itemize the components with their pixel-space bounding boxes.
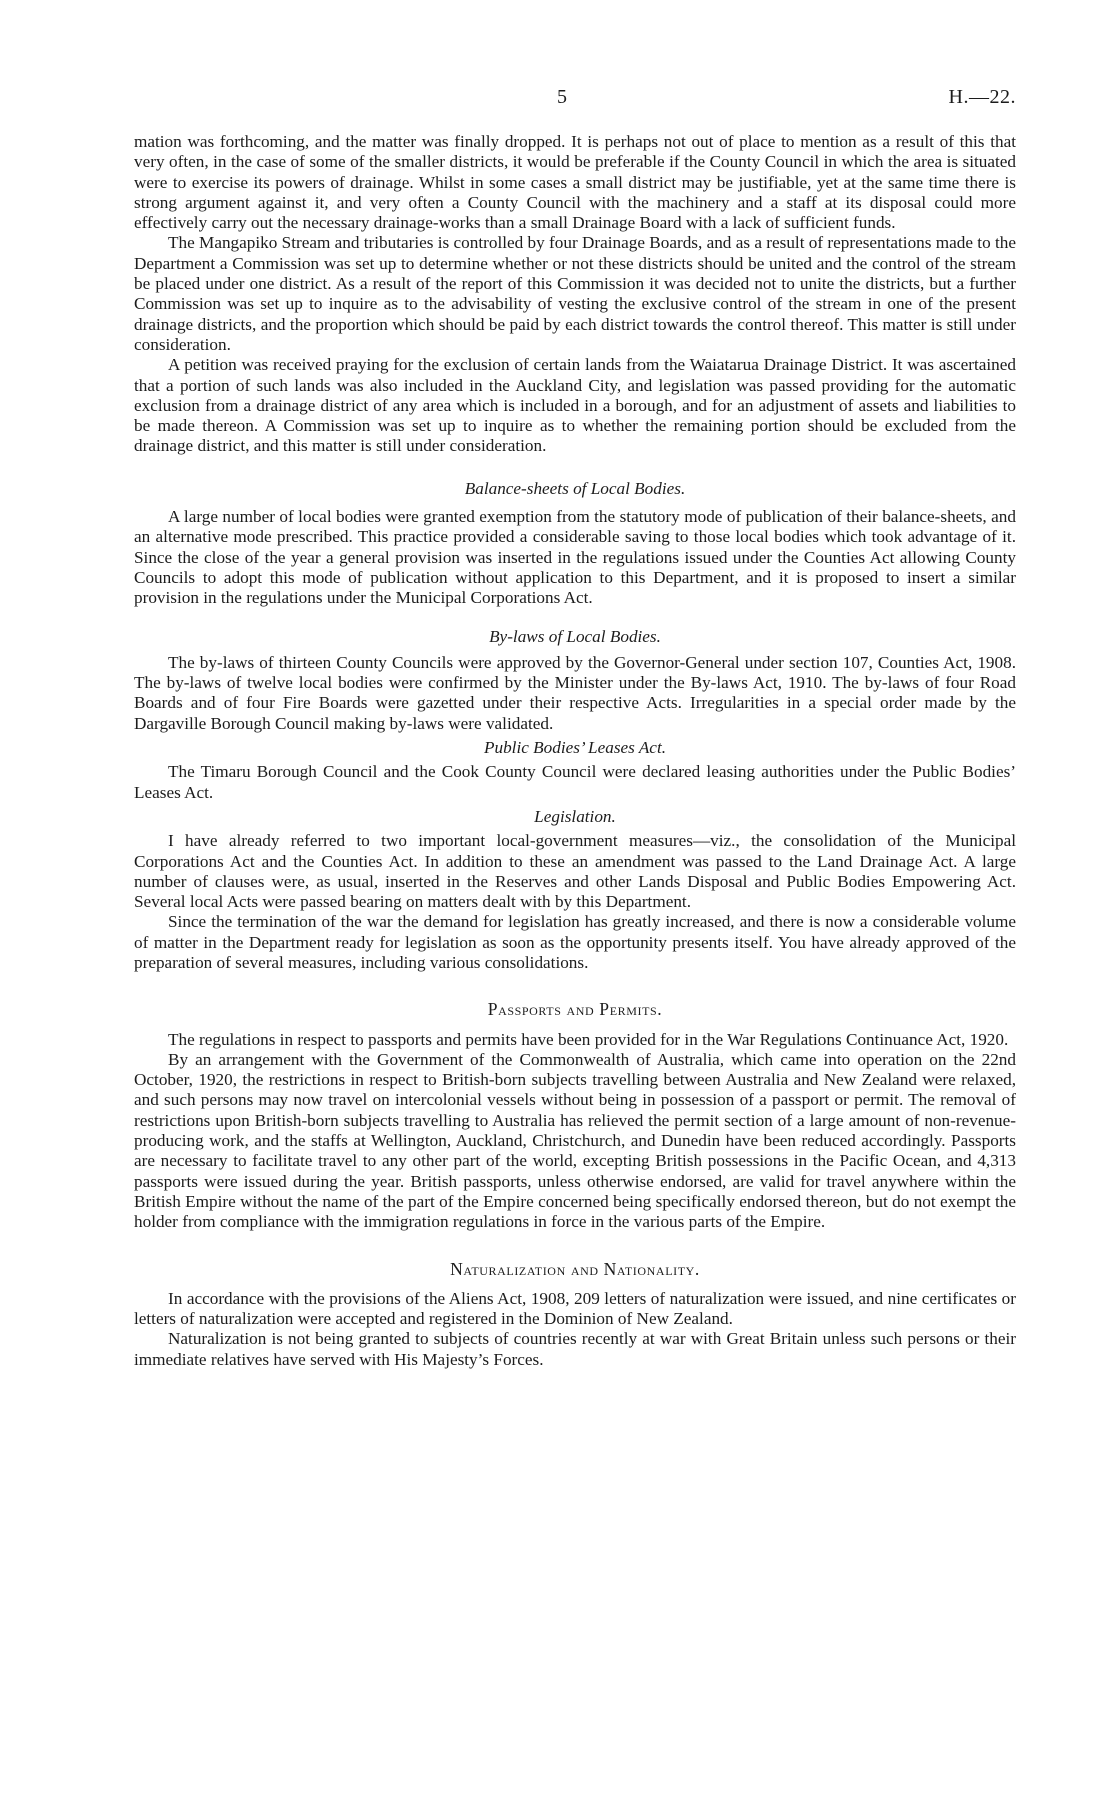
paragraph: I have already referred to two important local-government measures—viz., the consolidation of the Municipal Corporations Act and the Counties Act. In addition to these an amendment was passed to the Land Drainage Act. A large number of clauses were, as usual, inserted in the Reserves and other Lands Disposal and Public Bodies Empowering Act. Several local Acts were passed bearing on matters dealt with by this Department. [134,831,1016,912]
paragraph: A petition was received praying for the exclusion of certain lands from the Waiatarua Drainage District. It was ascertained that a portion of such lands was also included in the Auckland City, and legislation was passed providing for the automatic exclusion from a drainage district of any area which is included in a borough, and for an adjustment of assets and liabilities to be made thereon. A Commission was set up to inquire as to whether the remaining portion should be excluded from the drainage district, and this matter is still under consideration. [134,355,1016,456]
page-header [0,86,1114,116]
document-reference: H.—22. [948,86,1016,108]
section-leases [134,738,1016,803]
section-heading: By-laws of Local Bodies. [489,626,661,646]
paragraph: The by-laws of thirteen County Councils were approved by the Governor-General under section 107, Counties Act, 1908. The by-laws of twelve local bodies were confirmed by the Minister under the By-laws Act, 1910. The by-laws of four Road Boards and of four Fire Boards were gazetted under their respective Acts. Irregularities in a special order made by the Dargaville Borough Council making by-laws were validated. [134,652,1016,733]
section-naturalization [134,1259,1016,1370]
section-heading: Balance-sheets of Local Bodies. [464,478,686,498]
section-legislation [134,807,1016,973]
paragraph: Since the termination of the war the demand for legislation has greatly increased, and there is now a considerable volume of matter in the Department ready for legislation as soon as the opportunity presents itself. You have already approved of the preparation of several measures, including various consolidations. [134,912,1016,972]
paragraph: A large number of local bodies were granted exemption from the statutory mode of publication of their balance-sheets, and an alternative mode prescribed. This practice provided a considerable saving to those local bodies which took advantage of it. Since the close of the year a general provision was inserted in the regulations issued under the Counties Act allowing County Councils to adopt this mode of publication without application to this Department, and it is proposed to insert a similar provision in the regulations under the Municipal Corporations Act. [134,507,1016,608]
section-bylaws [134,627,1016,734]
page-number: 5 [557,86,567,108]
paragraph: The Mangapiko Stream and tributaries is controlled by four Drainage Boards, and as a result of representations made to the Department a Commission was set up to determine whether or not these districts should be united and the control of the stream be placed under one district. As a result of the report of this Commission it was decided not to unite the districts, but a further Commission was set up to inquire as to the advisability of vesting the exclusive control of the stream in one of the present drainage districts, and the proportion which should be paid by each district towards the control thereof. This matter is still under consideration. [134,233,1016,354]
section-heading: Naturalization and Nationality. [450,1258,700,1279]
paragraph: In accordance with the provisions of the Aliens Act, 1908, 209 letters of naturalization were issued, and nine certificates or letters of naturalization were accepted and registered in the Dominion of New Zealand. [134,1288,1016,1329]
section-heading: Public Bodies’ Leases Act. [483,738,667,758]
paragraph: mation was forthcoming, and the matter was finally dropped. It is perhaps not out of place to mention as a result of this that very often, in the case of some of the smaller districts, it would be preferable if the County Council in which the area is situated were to exercise its powers of drainage. Whilst in some cases a small district may be justifiable, yet at the same time there is strong argument against it, and very often a County Council with the machinery and a staff at its disposal could more effectively carry out the necessary drainage-works than a small Drainage Board with a lack of sufficient funds. [134,132,1016,233]
section-balance-sheets [134,479,1016,609]
section-heading: Legislation. [534,806,616,826]
section-drainage [134,132,1016,457]
paragraph: The Timaru Borough Council and the Cook County Council were declared leasing authorities under the Public Bodies’ Leases Act. [134,762,1016,802]
page-body [134,132,1016,1370]
section-passports [134,999,1016,1232]
section-heading: Passports and Permits. [487,999,663,1020]
paragraph: Naturalization is not being granted to subjects of countries recently at war with Great Britain unless such persons or their immediate relatives have served with His Majesty’s Forces. [134,1329,1016,1369]
paragraph: By an arrangement with the Government of the Commonwealth of Australia, which came into operation on the 22nd October, 1920, the restrictions in respect to British-born subjects travelling between Australia and New Zealand were relaxed, and such persons may now travel on intercolonial vessels without being in possession of a passport or permit. The removal of restrictions upon British-born subjects travelling to Australia has relieved the permit section of a large amount of non-revenue-producing work, and the staffs at Wellington, Auckland, Christchurch, and Dunedin have been reduced accordingly. Passports are necessary to facilitate travel to any other part of the world, excepting British possessions in the Pacific Ocean, and 4,313 passports were issued during the year. British passports, unless otherwise endorsed, are valid for travel anywhere within the British Empire without the name of the part of the Empire concerned being specifically endorsed thereon, but do not exempt the holder from compliance with the immigration regulations in force in the various parts of the Empire. [134,1049,1016,1232]
paragraph: The regulations in respect to passports and permits have been provided for in the War Regulations Continuance Act, 1920. [168,1029,1009,1049]
